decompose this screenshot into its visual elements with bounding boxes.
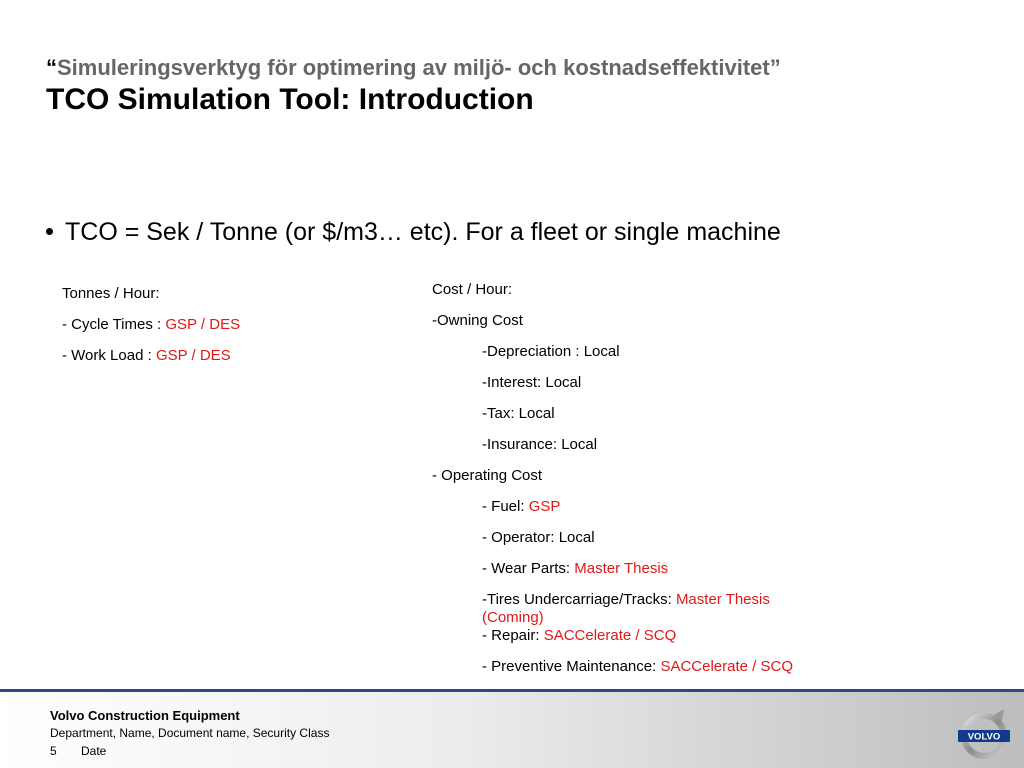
cycle-times-row — [62, 316, 362, 347]
fuel-item — [432, 498, 852, 529]
preventive-maintenance-value: SACCelerate / SCQ — [660, 658, 793, 675]
repair-item — [432, 627, 852, 658]
footer-company: Volvo Construction Equipment — [50, 708, 240, 723]
insurance-item: -Insurance: Local — [482, 436, 598, 453]
page-number: 5 — [50, 744, 57, 758]
cycle-times-value: GSP / DES — [165, 316, 241, 333]
cost-heading: Cost / Hour: — [432, 281, 513, 298]
cycle-times-label: - Cycle Times : — [62, 316, 166, 333]
work-load-label: - Work Load : — [62, 347, 156, 364]
slide-subtitle — [46, 55, 781, 81]
operator-item: - Operator: Local — [482, 529, 595, 546]
footer-date: Date — [81, 744, 107, 758]
slide-title: TCO Simulation Tool: Introduction — [46, 83, 534, 116]
logo-text: VOLVO — [967, 731, 1001, 743]
work-load-value: GSP / DES — [155, 347, 231, 364]
interest-item: -Interest: Local — [482, 374, 582, 391]
bullet-text: TCO = Sek / Tonne (or $/m3… etc). For a fleet or single machine — [65, 218, 781, 246]
tonnes-per-hour-column — [62, 285, 362, 378]
repair-label: - Repair: — [482, 627, 544, 644]
bullet-item — [46, 218, 781, 247]
footer-department: Department, Name, Document name, Security Class — [50, 726, 330, 740]
subtitle-text: Simuleringsverktyg för optimering av miljö- och kostnadseffektivitet” — [57, 55, 781, 80]
repair-value: SACCelerate / SCQ — [543, 627, 677, 644]
fuel-label: - Fuel: — [482, 498, 529, 515]
wear-parts-label: - Wear Parts: — [482, 560, 575, 577]
operating-cost: - Operating Cost — [432, 467, 543, 484]
owning-cost: -Owning Cost — [432, 312, 523, 329]
wear-parts-item — [432, 560, 852, 591]
tires-item — [432, 591, 812, 627]
bullet-dot-icon — [46, 228, 53, 235]
tires-value: Master Thesis (Coming) — [482, 591, 770, 626]
footer — [0, 692, 1024, 768]
cost-per-hour-column — [432, 281, 852, 689]
volvo-logo-icon — [956, 706, 1012, 762]
tax-item: -Tax: Local — [482, 405, 555, 422]
depreciation-item: -Depreciation : Local — [482, 343, 620, 360]
fuel-value: GSP — [528, 498, 561, 515]
wear-parts-value: Master Thesis — [574, 560, 669, 577]
tires-label: -Tires Undercarriage/Tracks: — [482, 591, 676, 608]
subtitle-open-quote: “ — [46, 55, 57, 80]
work-load-row — [62, 347, 362, 378]
preventive-maintenance-item — [432, 658, 852, 689]
preventive-maintenance-label: - Preventive Maintenance: — [482, 658, 661, 675]
tonnes-heading: Tonnes / Hour: — [62, 285, 160, 302]
